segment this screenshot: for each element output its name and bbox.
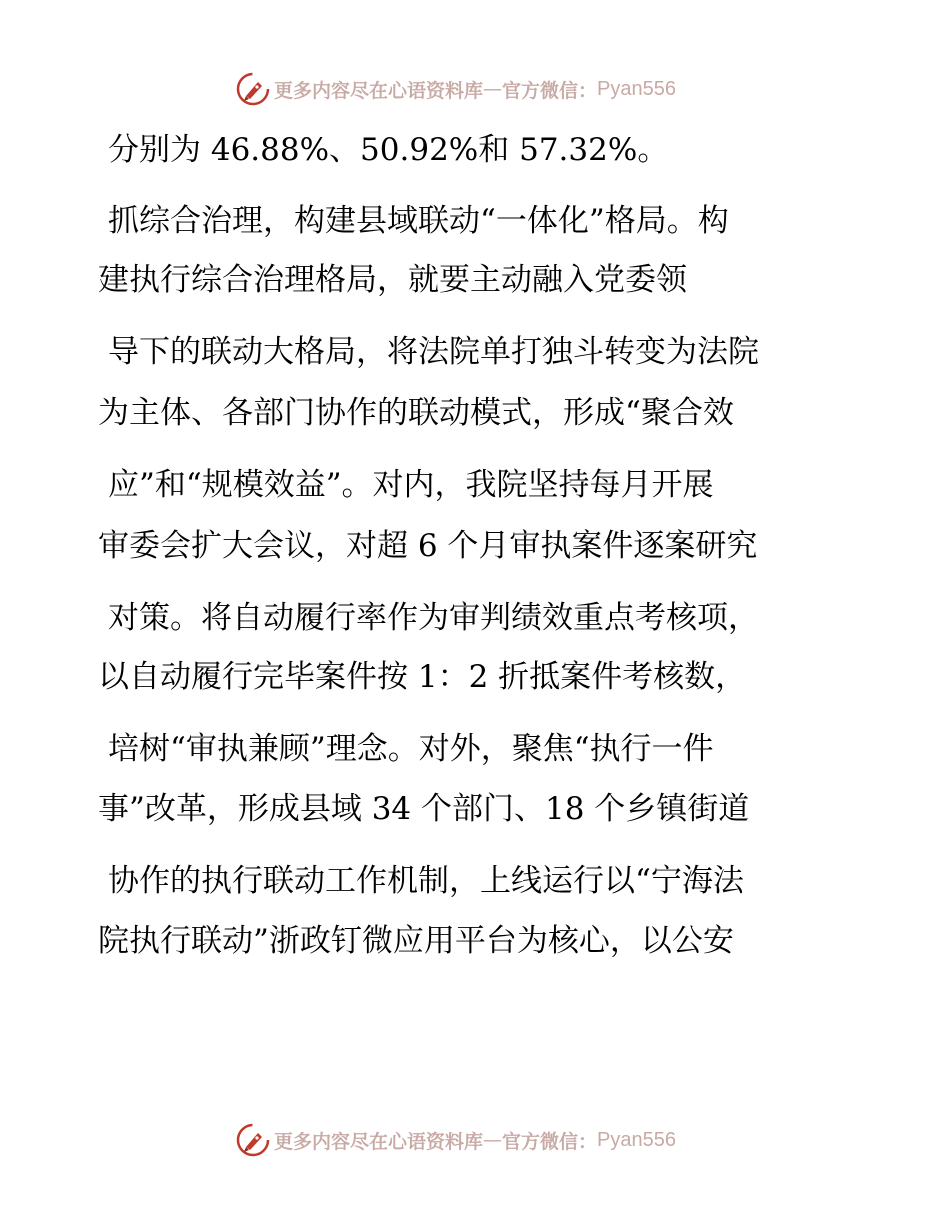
- pen-nib-logo-icon: [236, 1123, 270, 1157]
- body-line-5: 为主体、各部门协作的联动模式，形成“聚合效: [98, 395, 734, 431]
- body-line-11: 事”改革，形成县域 34 个部门、18 个乡镇街道: [98, 791, 750, 827]
- body-line-3: 建执行综合治理格局，就要主动融入党委领: [98, 262, 687, 298]
- body-line-8: 对策。将自动履行率作为审判绩效重点考核项，: [108, 600, 759, 636]
- header-wechat-label: 官方微信：: [502, 79, 598, 102]
- body-line-2: 抓综合治理，构建县域联动“一体化”格局。构: [108, 203, 729, 239]
- body-line-1: 分别为 46.88%、50.92%和 57.32%。: [108, 132, 669, 168]
- footer-account: Pyan556: [597, 1128, 676, 1151]
- body-line-4: 导下的联动大格局，将法院单打独斗转变为法院: [108, 334, 759, 370]
- header-dash: —: [483, 78, 503, 100]
- header-account: Pyan556: [597, 77, 676, 100]
- header-banner: [236, 72, 676, 106]
- footer-wechat-label: 官方微信：: [502, 1130, 598, 1153]
- body-line-9: 以自动履行完毕案件按 1：2 折抵案件考核数，: [98, 659, 747, 695]
- body-line-12: 协作的执行联动工作机制，上线运行以“宁海法: [108, 863, 744, 899]
- body-line-10: 培树“审执兼顾”理念。对外，聚焦“执行一件: [108, 731, 714, 767]
- footer-dash: —: [483, 1129, 503, 1151]
- pen-nib-logo-icon: [236, 72, 270, 106]
- body-line-13: 院执行联动”浙政钉微应用平台为核心，以公安: [98, 923, 734, 959]
- body-line-7: 审委会扩大会议，对超 6 个月审执案件逐案研究: [98, 528, 758, 564]
- header-main-text: 更多内容尽在心语资料库: [274, 79, 484, 102]
- footer-banner: [236, 1123, 676, 1157]
- body-line-6: 应”和“规模效益”。对内，我院坚持每月开展: [108, 467, 714, 503]
- footer-main-text: 更多内容尽在心语资料库: [274, 1130, 484, 1153]
